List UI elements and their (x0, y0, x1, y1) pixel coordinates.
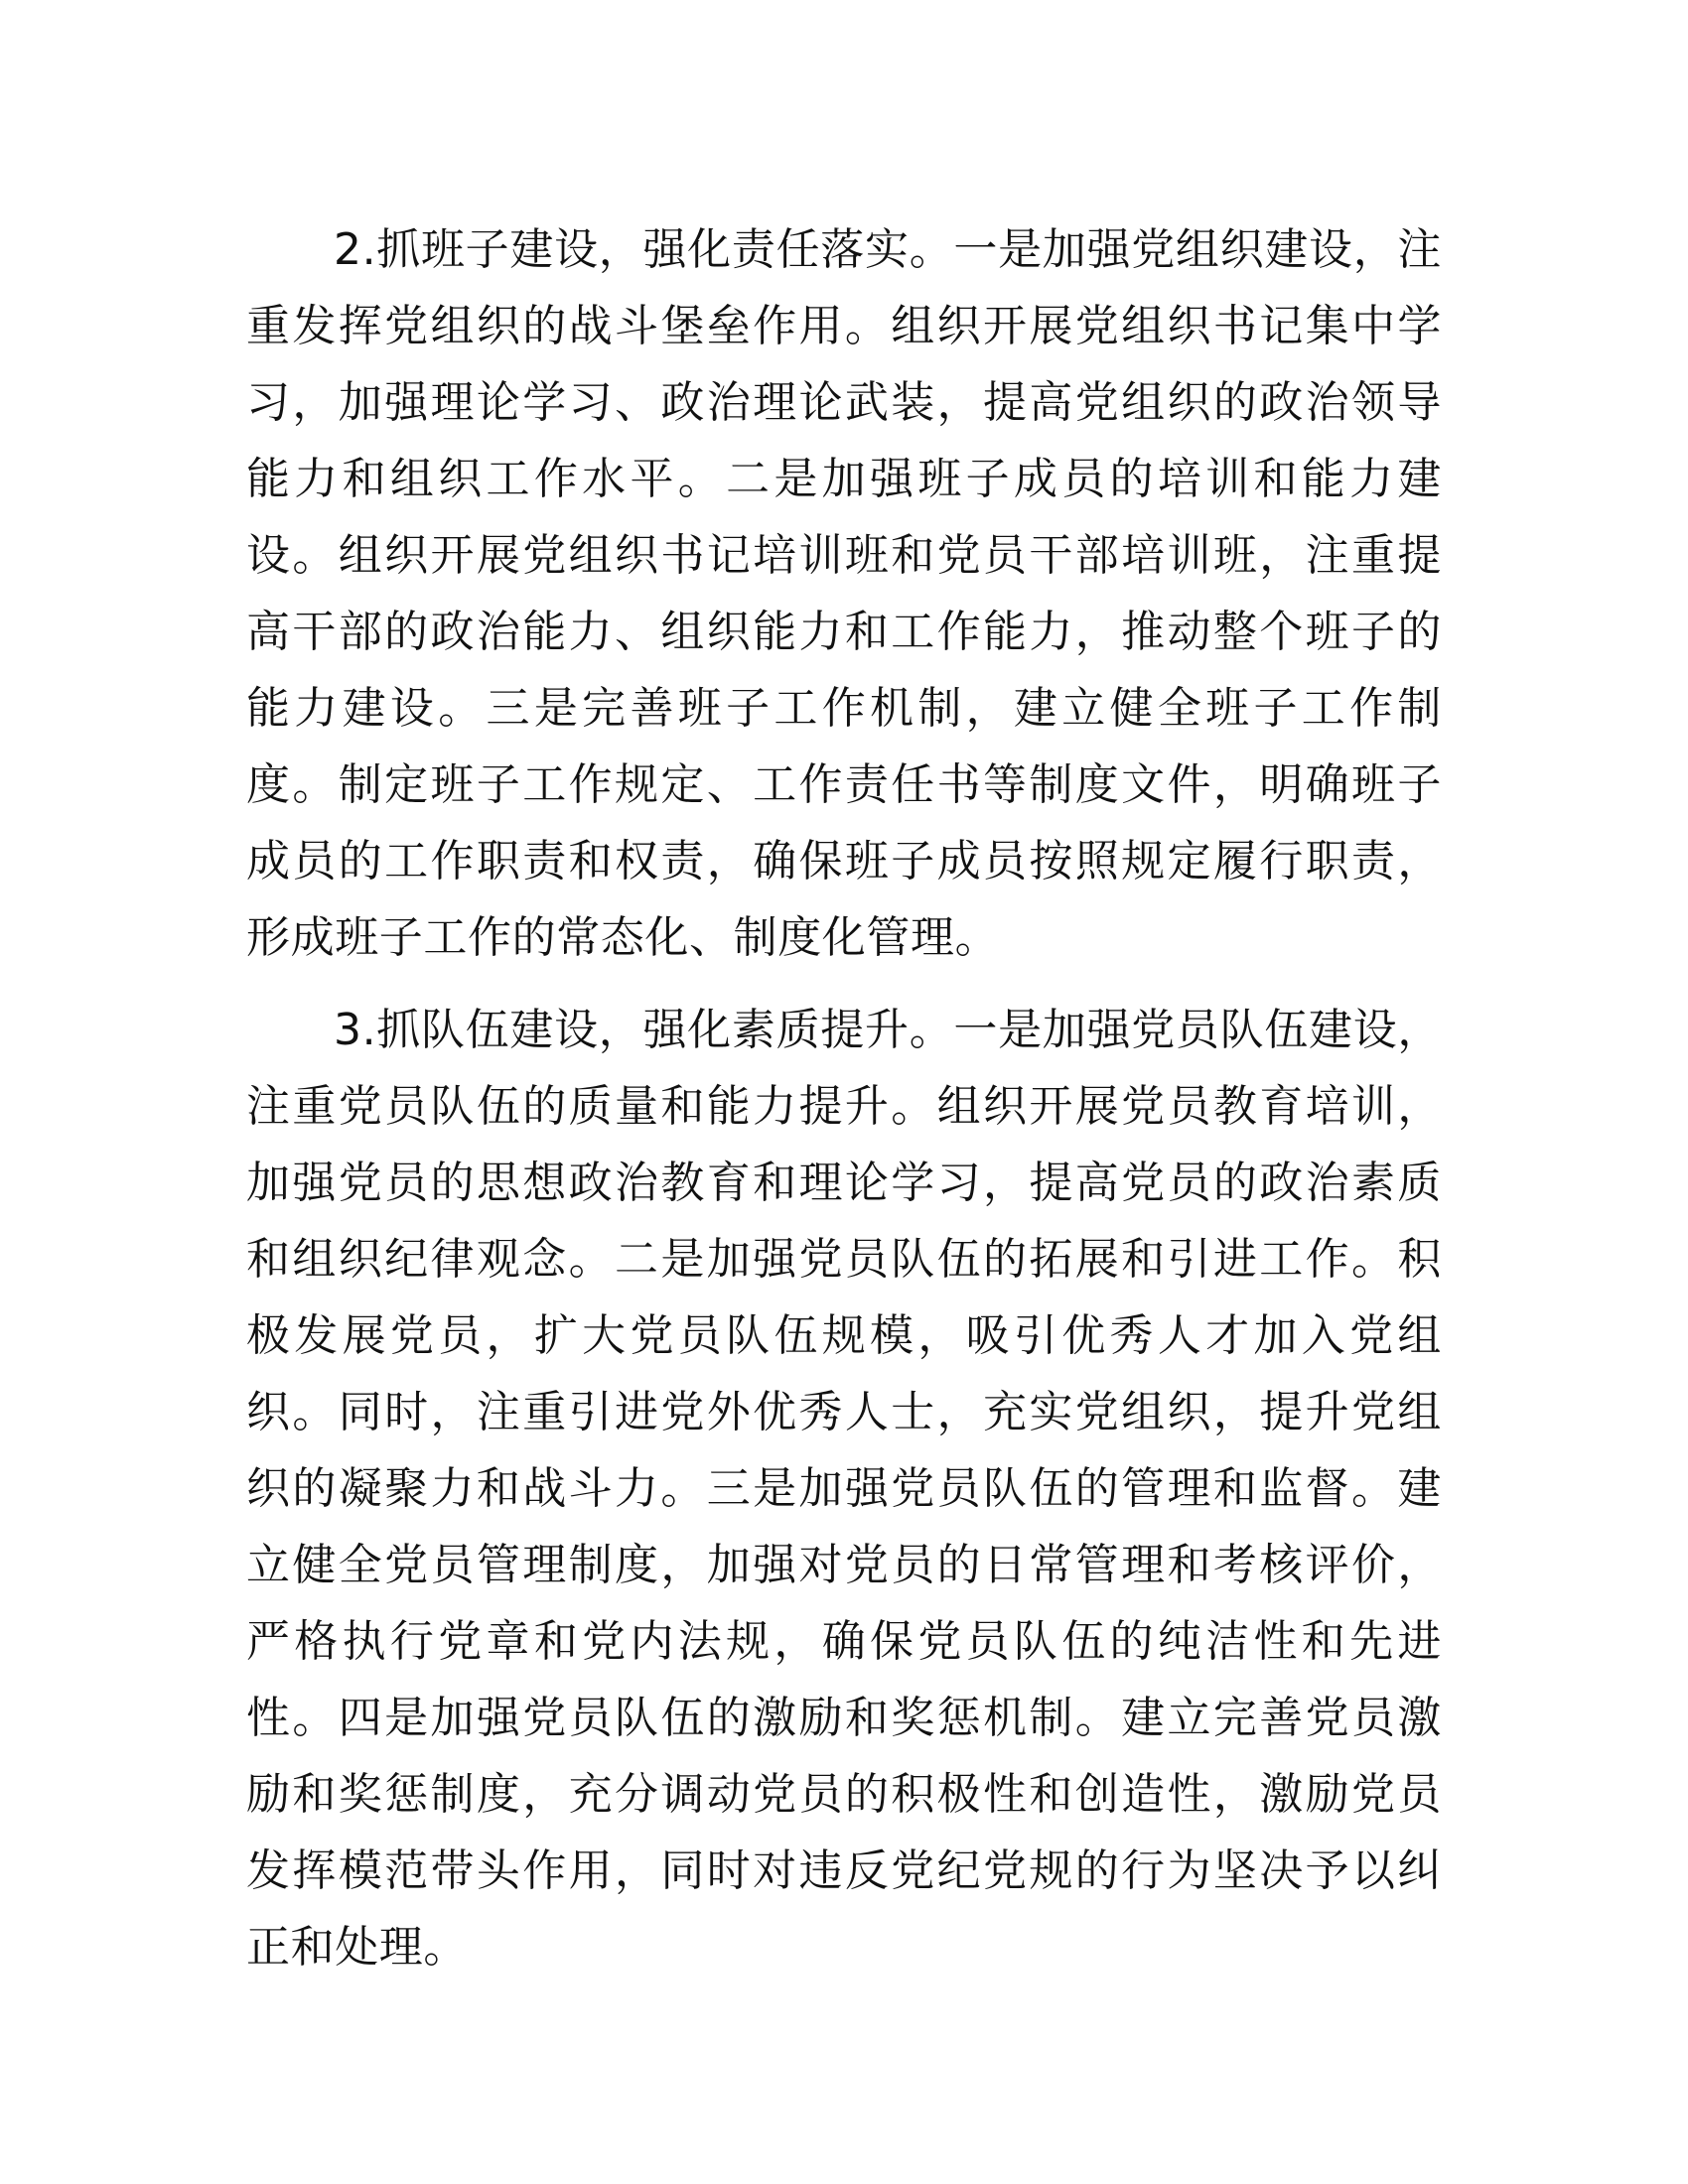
paragraph-member-building: 3.抓队伍建设，强化素质提升。一是加强党员队伍建设，注重党员队伍的质量和能力提升。组织开展党员教育培训，加强党员的思想政治教育和理论学习，提高党员的政治素质和组织纪律观念。二是加强党员队伍的拓展和引进工作。积极发展党员，扩大党员队伍规模，吸引优秀人才加入党组织。同时，注重引进党外优秀人士，充实党组织，提升党组织的凝聚力和战斗力。三是加强党员队伍的管理和监督。建立健全党员管理制度，加强对党员的日常管理和考核评价，严格执行党章和党内法规，确保党员队伍的纯洁性和先进性。四是加强党员队伍的激励和奖惩机制。建立完善党员激励和奖惩制度，充分调动党员的积极性和创造性，激励党员发挥模范带头作用，同时对违反党纪党规的行为坚决予以纠正和处理。 (246, 1005, 1442, 1973)
paragraph-team-building: 2.抓班子建设，强化责任落实。一是加强党组织建设，注重发挥党组织的战斗堡垒作用。组织开展党组织书记集中学习，加强理论学习、政治理论武装，提高党组织的政治领导能力和组织工作水平。二是加强班子成员的培训和能力建设。组织开展党组织书记培训班和党员干部培训班，注重提高干部的政治能力、组织能力和工作能力，推动整个班子的能力建设。三是完善班子工作机制，建立健全班子工作制度。制定班子工作规定、工作责任书等制度文件，明确班子成员的工作职责和权责，确保班子成员按照规定履行职责，形成班子工作的常态化、制度化管理。 (246, 224, 1442, 963)
document-body (246, 211, 1442, 2001)
